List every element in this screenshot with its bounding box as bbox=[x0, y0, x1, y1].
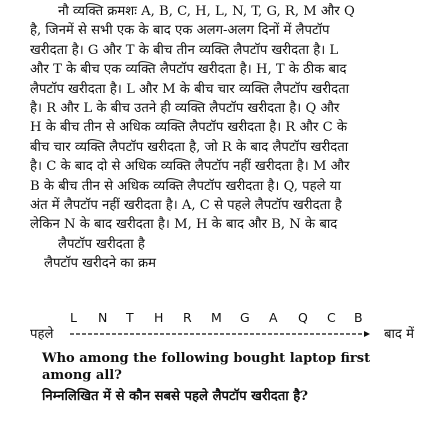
sequence-letter: T bbox=[126, 310, 134, 325]
sequence-letter: G bbox=[240, 310, 250, 325]
sequence-diagram bbox=[30, 310, 418, 346]
sequence-letter: L bbox=[70, 310, 77, 325]
paragraph-line: H के बीच तीन से अधिक व्यक्ति लैपटॉप खरीदता है। R और C के bbox=[30, 120, 348, 136]
paragraph-line: खरीदता है। G और T के बीच तीन व्यक्ति लैपटॉप खरीदता है। L bbox=[30, 42, 339, 58]
sequence-letter: N bbox=[98, 310, 108, 325]
paragraph-line: बीच चार व्यक्ति लैपटॉप खरीदता है, जो R के बाद लैपटॉप खरीदता bbox=[30, 139, 349, 155]
paragraph-line: है। C के बाद दो से अधिक व्यक्ति लैपटॉप नहीं खरीदता है। M और bbox=[30, 159, 350, 175]
sequence-end-label: बाद में bbox=[383, 327, 414, 342]
sequence-letter: H bbox=[154, 310, 164, 325]
sequence-arrow bbox=[70, 330, 370, 338]
paragraph-line: लैपटॉप खरीदता है। L और M के बीच चार व्यक्ति लैपटॉप खरीदता bbox=[30, 81, 350, 97]
sequence-letter: C bbox=[327, 310, 336, 325]
sequence-start-label: पहले bbox=[30, 327, 54, 342]
paragraph-line: लैपटॉप खरीदता है bbox=[58, 236, 145, 252]
question-hindi: निम्नलिखित में से कौन सबसे पहले लैपटॉप खरीदता है? bbox=[42, 389, 309, 404]
paragraph-line: और T के बीच एक व्यक्ति लैपटॉप खरीदता है। H, T के ठीक बाद bbox=[30, 62, 347, 78]
sequence-letter: B bbox=[354, 310, 363, 325]
sequence-letter: Q bbox=[298, 310, 308, 325]
paragraph-line: है, जिनमें से सभी एक के बाद एक अलग-अलग दिनों में लैपटॉप bbox=[30, 23, 330, 39]
sequence-letter: R bbox=[183, 310, 192, 325]
paragraph-line: है। R और L के बीच उतने ही व्यक्ति लैपटॉप खरीदता है। Q और bbox=[30, 101, 340, 117]
sequence-letters bbox=[70, 310, 370, 328]
paragraph-line: B के बीच तीन से अधिक व्यक्ति लैपटॉप खरीदता है। Q, पहले या bbox=[30, 178, 341, 194]
sequence-letter: M bbox=[211, 310, 222, 325]
paragraph-line: लेकिन N के बाद खरीदता है। M, H के बाद और B, N के बाद bbox=[30, 217, 338, 233]
question-english: Who among the following bought laptop first among all? bbox=[42, 351, 371, 383]
puzzle-paragraph bbox=[30, 2, 418, 274]
paragraph-line: नौ व्यक्ति क्रमशः A, B, C, H, L, N, T, G, R, M और Q bbox=[58, 4, 355, 19]
paragraph-line: अंत में लैपटॉप नहीं खरीदता है। A, C से पहले लैपटॉप खरीदता है bbox=[30, 198, 342, 214]
sequence-letter: A bbox=[269, 310, 278, 325]
section-heading: लैपटॉप खरीदने का क्रम bbox=[44, 256, 157, 272]
